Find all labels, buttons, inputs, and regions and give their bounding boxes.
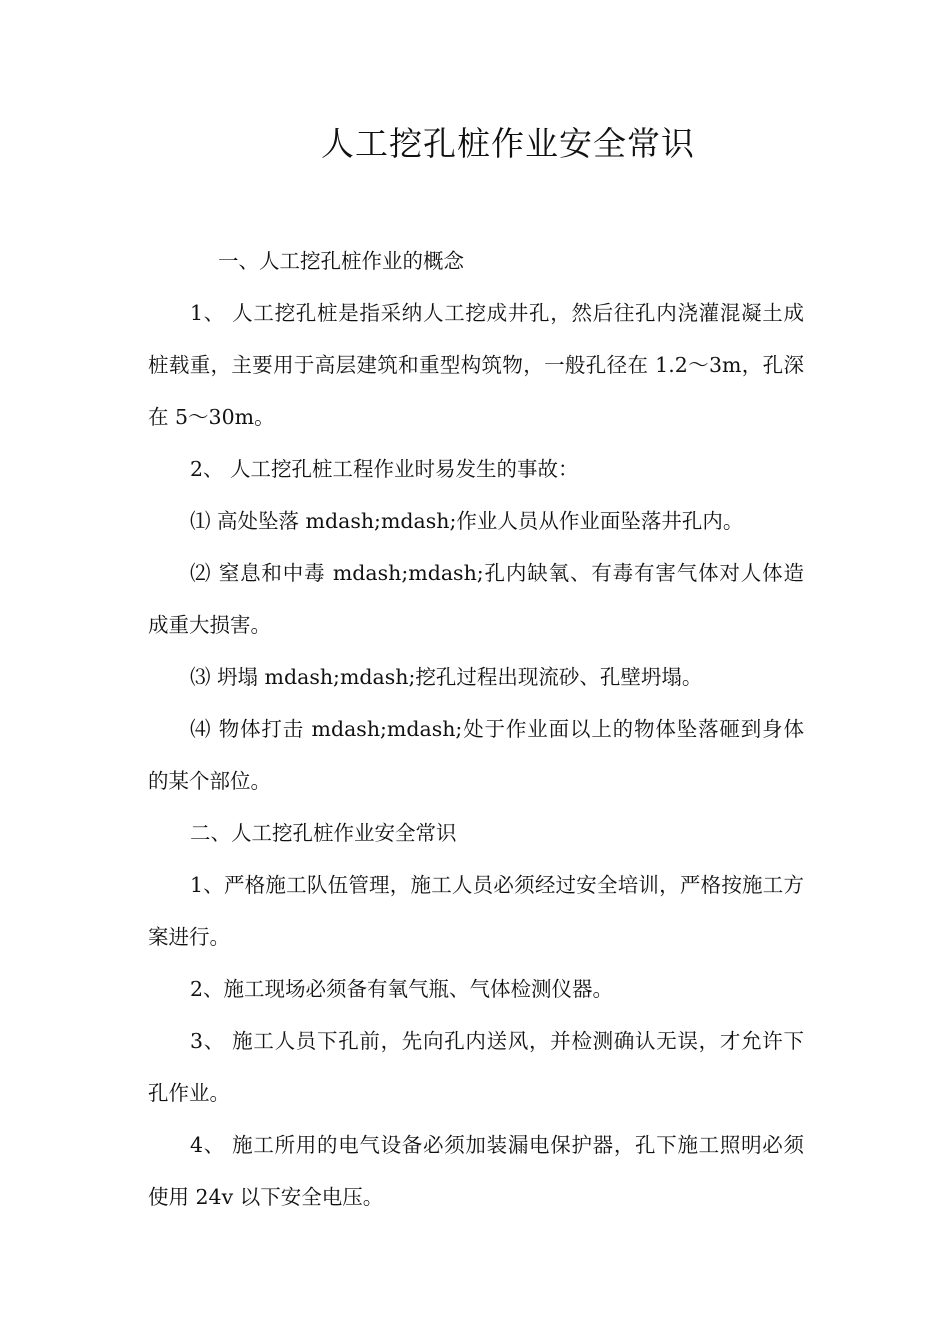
section-heading-2: 二、人工挖孔桩作业安全常识 [190,821,457,845]
paragraph-2-2: 2、施工现场必须备有氧气瓶、气体检测仪器。 [190,977,614,1001]
paragraph-2-4: 4、 施工所用的电气设备必须加装漏电保护器，孔下施工照明必须使用 24v 以下安全电压。 [148,1133,804,1209]
paragraph-accident-1: ⑴ 高处坠落 mdash;mdash;作业人员从作业面坠落井孔内。 [190,509,744,533]
paragraph-2-3: 3、 施工人员下孔前，先向孔内送风，并检测确认无误，才允许下孔作业。 [148,1029,804,1105]
paragraph-accident-4: ⑷ 物体打击 mdash;mdash;处于作业面以上的物体坠落砸到身体的某个部位。 [148,717,804,793]
document-body [148,235,804,1223]
paragraph-1-1: 1、 人工挖孔桩是指采纳人工挖成井孔，然后往孔内浇灌混凝土成桩载重，主要用于高层建筑和重型构筑物，一般孔径在 1.2～3m，孔深在 5～30m。 [148,301,804,429]
paragraph-1-2: 2、 人工挖孔桩工程作业时易发生的事故： [190,457,579,481]
paragraph-accident-3: ⑶ 坍塌 mdash;mdash;挖孔过程出现流砂、孔壁坍塌。 [190,665,703,689]
document-title: 人工挖孔桩作业安全常识 [321,124,695,163]
paragraph-accident-2: ⑵ 窒息和中毒 mdash;mdash;孔内缺氧、有毒有害气体对人体造成重大损害。 [148,561,804,637]
paragraph-2-1: 1、严格施工队伍管理，施工人员必须经过安全培训，严格按施工方案进行。 [148,873,804,949]
section-heading-1: 一、人工挖孔桩作业的概念 [218,249,464,273]
